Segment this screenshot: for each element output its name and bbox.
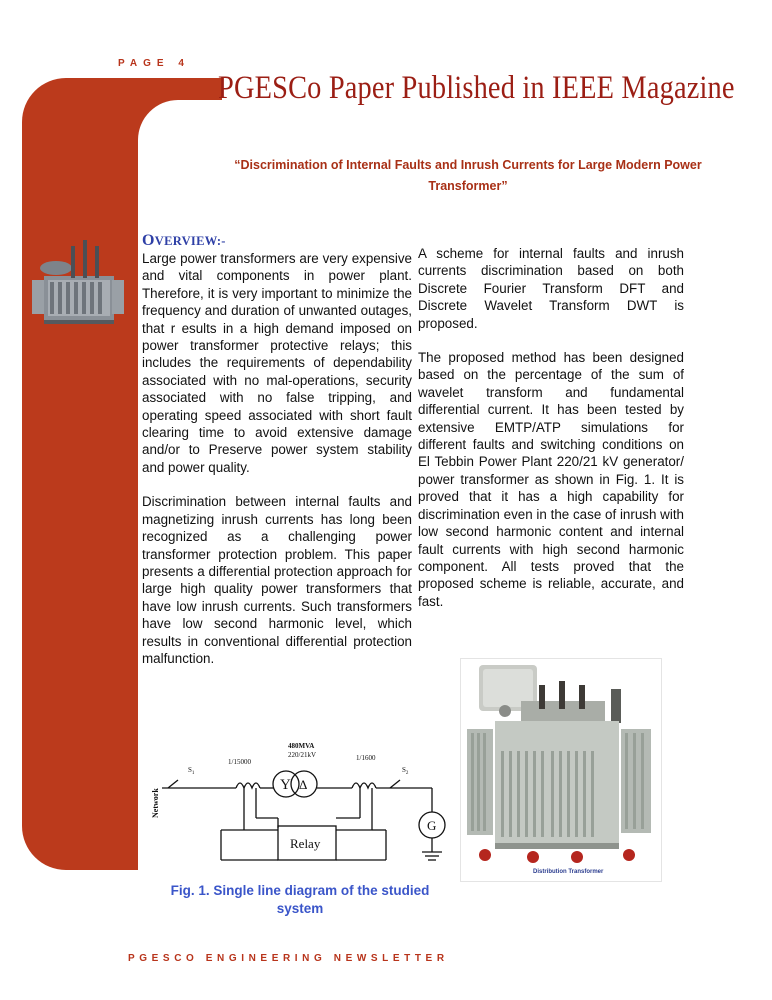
newsletter-footer: PGESCO ENGINEERING NEWSLETTER: [128, 953, 449, 964]
single-line-diagram: [146, 740, 454, 876]
svg-text:S1: [188, 766, 195, 776]
page-title: PGESCo Paper Published in IEEE Magazine: [218, 70, 735, 106]
overview-heading: [142, 232, 226, 250]
generator-symbol: G: [427, 818, 437, 833]
ct2-ratio: 1/1600: [356, 754, 376, 762]
left-paragraph-2: Discrimination between internal faults and magnetizing inrush currents has long been recognized as a challenging power transformer protection problem. This paper presents a differential protection approach for large high quality power transformers that have low inrush currents. Such transformers have low second harmonic level, which results in conventional differential protection malfunction.: [142, 494, 412, 666]
left-paragraph-1: Large power transformers are very expensive and vital components in power plant. Therefore, it is very important to minimize the frequency and duration of unwanted outages, that r esults in a high demand imposed on power transformer protective relays; this includes the requirements of dependability associated with no mal-operations, security associated with no false tripping, and operating speed associated with short fault clearing time to avoid extensive damage and/or to Preserve power system stability and power quality.: [142, 251, 412, 475]
left-column: [142, 250, 412, 684]
wye-symbol: Y: [280, 777, 291, 793]
right-paragraph-2: The proposed method has been designed based on the percentage of the sum of wavelet transform and fundamental differential current. It has been tested by extensive EMTP/ATP simulations for different faults and switching conditions on El Tebbin Power Plant 220/21 kV generator/ power transformer as shown in Fig. 1. It is proved that it has a high capability for discrimination even in the case of inrush with low second harmonic content and internal fault currents with high second harmonic component. All tests proved that the proposed scheme is reliable, accurate, and fast.: [418, 350, 684, 609]
overview-heading-first-letter: O: [142, 232, 155, 249]
switch-s2-sub: 2: [405, 771, 409, 776]
switch-s1-label: S: [188, 766, 192, 774]
right-paragraph-1: A scheme for internal faults and inrush currents discrimination based on both Discrete Fourier Transform DFT and Discrete Wavelet Transform DWT is proposed.: [418, 246, 684, 331]
transformer-voltage: 220/21kV: [288, 751, 316, 759]
switch-s2-label: S: [402, 766, 406, 774]
figure-caption: Fig. 1. Single line diagram of the studied system: [170, 883, 430, 916]
delta-symbol: Δ: [299, 777, 308, 792]
distribution-transformer-photo: [460, 658, 662, 882]
relay-label: Relay: [290, 836, 321, 851]
switch-s1-sub: 1: [191, 771, 195, 776]
right-column: [418, 245, 684, 627]
photo-label: Distribution Transformer: [533, 869, 604, 875]
transformer-thumbnail-image: [26, 236, 128, 332]
svg-text:S2: [402, 766, 409, 776]
article-subtitle: “Discrimination of Internal Faults and Inrush Currents for Large Modern Power Transformer”: [234, 158, 702, 193]
page-label: PAGE 4: [118, 58, 190, 69]
transformer-rating: 480MVA: [288, 742, 315, 750]
network-label: Network: [151, 788, 160, 818]
overview-heading-rest: VERVIEW:-: [154, 234, 226, 248]
ct1-ratio: 1/15000: [228, 758, 251, 766]
